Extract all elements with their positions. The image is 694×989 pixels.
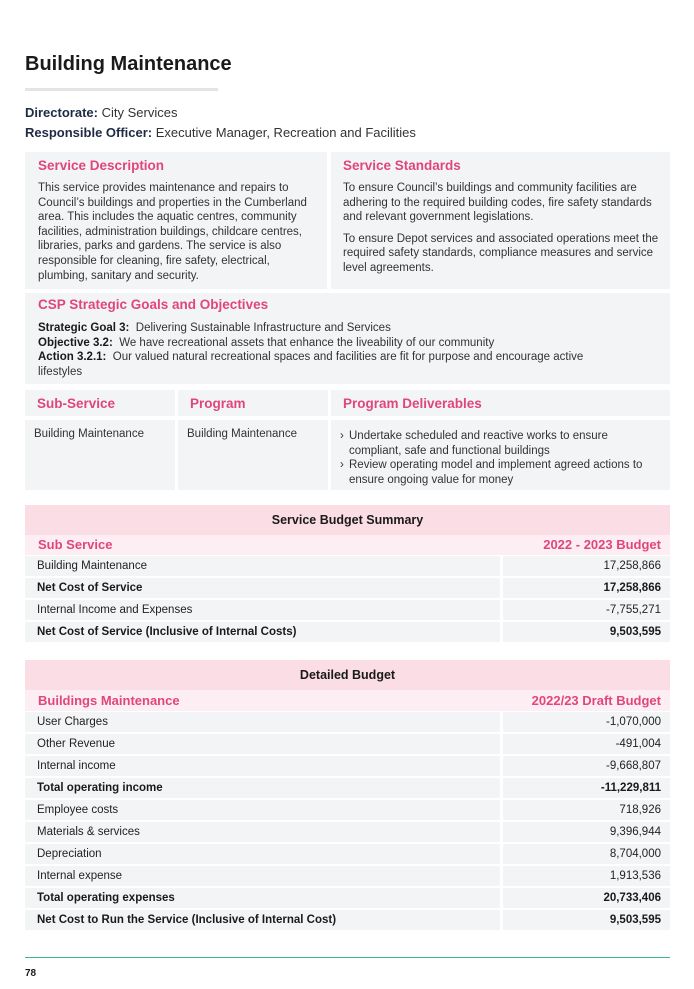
row-value: 9,396,944 — [500, 822, 670, 842]
directorate-label: Directorate: — [25, 105, 98, 120]
csp-goals-box — [25, 293, 670, 384]
row-label: User Charges — [25, 712, 500, 732]
table-row — [25, 600, 670, 620]
row-label: Employee costs — [25, 800, 500, 820]
row-label: Depreciation — [25, 844, 500, 864]
objective-text: We have recreational assets that enhance the liveability of our community — [119, 336, 495, 349]
budget-summary-col2: 2022 - 2023 Budget — [543, 537, 661, 552]
table-row — [25, 556, 670, 576]
row-value: 9,503,595 — [500, 622, 670, 642]
table-row — [25, 756, 670, 776]
objective-label: Objective 3.2: — [38, 336, 113, 349]
table-row — [25, 822, 670, 842]
row-label: Internal expense — [25, 866, 500, 886]
budget-summary-table — [25, 554, 670, 644]
table-row — [25, 866, 670, 886]
table-row — [25, 734, 670, 754]
title-underline — [25, 88, 218, 91]
officer-label: Responsible Officer: — [25, 125, 153, 140]
strategic-goal-text: Delivering Sustainable Infrastructure and Services — [135, 322, 391, 334]
service-standards-box — [331, 152, 670, 289]
deliverable-text: Undertake scheduled and reactive works to ensure compliant, safe and functional buildings — [349, 430, 608, 457]
deliverable-item — [340, 429, 658, 458]
objective-line — [38, 336, 598, 351]
table-row — [25, 712, 670, 732]
officer-value: Executive Manager, Recreation and Facilities — [155, 125, 416, 140]
program-cell-sub-service — [25, 420, 175, 490]
program-header-label: Sub-Service — [37, 396, 116, 411]
row-value: 17,258,866 — [500, 556, 670, 576]
row-value: -7,755,271 — [500, 600, 670, 620]
budget-summary-title: Service Budget Summary — [25, 505, 670, 535]
service-standards-paragraph: To ensure Council’s buildings and community facilities are adhering to the required building codes, fire safety standards and relevant government legislations. — [343, 182, 652, 224]
deliverable-item — [340, 458, 658, 487]
program-header-sub-service — [25, 390, 175, 416]
csp-heading: CSP Strategic Goals and Objectives — [38, 297, 269, 312]
row-label: Building Maintenance — [25, 556, 500, 576]
row-label: Net Cost of Service (Inclusive of Internal Costs) — [25, 622, 500, 642]
table-row — [25, 578, 670, 598]
chevron-right-icon: › — [340, 459, 344, 472]
csp-goals-text — [38, 321, 598, 379]
detailed-budget-title: Detailed Budget — [25, 660, 670, 690]
row-value: -11,229,811 — [500, 778, 670, 798]
program-header-deliverables — [331, 390, 670, 416]
row-value: -9,668,807 — [500, 756, 670, 776]
program-header-program — [178, 390, 328, 416]
row-value: 9,503,595 — [500, 910, 670, 930]
table-row — [25, 910, 670, 930]
detailed-budget-col1: Buildings Maintenance — [38, 693, 180, 708]
directorate-value: City Services — [101, 105, 178, 120]
budget-summary-header — [25, 535, 670, 555]
row-value: 718,926 — [500, 800, 670, 820]
program-value: Building Maintenance — [187, 428, 297, 440]
chevron-right-icon: › — [340, 430, 344, 442]
service-standards-text — [343, 181, 661, 283]
strategic-goal-label: Strategic Goal 3: — [38, 322, 130, 334]
row-value: -491,004 — [500, 734, 670, 754]
row-label: Internal income — [25, 756, 500, 776]
detailed-budget-table — [25, 710, 670, 932]
service-description-box — [25, 152, 327, 289]
action-text: Our valued natural recreational spaces and facilities are fit for purpose and encourage active lifestyles — [38, 351, 584, 378]
strategic-goal-line — [38, 321, 598, 336]
detailed-budget-col2: 2022/23 Draft Budget — [531, 693, 661, 708]
row-value: 1,913,536 — [500, 866, 670, 886]
row-value: 17,258,866 — [500, 578, 670, 598]
program-header-label: Program Deliverables — [343, 396, 482, 411]
service-description-text: This service provides maintenance and repairs to Council’s buildings and properties in the Cumberland area. This includes the aquatic centres, community facilities, administration buildings, childcare centres, libraries, parks and gardens. The service is also responsible for cleaning, fire safety, electrical, plumbing, sanitary and security. — [38, 182, 307, 282]
page-title: Building Maintenance — [25, 53, 232, 75]
row-label: Internal Income and Expenses — [25, 600, 500, 620]
row-value: -1,070,000 — [500, 712, 670, 732]
service-standards-heading: Service Standards — [343, 158, 461, 173]
row-label: Net Cost to Run the Service (Inclusive of Internal Cost) — [25, 910, 500, 930]
footer-divider — [25, 957, 670, 958]
program-cell-program — [178, 420, 328, 490]
table-row — [25, 622, 670, 642]
table-row — [25, 800, 670, 820]
table-row — [25, 888, 670, 908]
action-label: Action 3.2.1: — [38, 351, 107, 364]
row-value: 8,704,000 — [500, 844, 670, 864]
service-standards-paragraph: To ensure Depot services and associated operations meet the required safety standards, compliance measures and service level agreements. — [343, 232, 659, 274]
program-cell-deliverables — [331, 420, 670, 490]
row-label: Materials & services — [25, 822, 500, 842]
sub-service-value: Building Maintenance — [34, 428, 144, 440]
page-number: 78 — [25, 968, 37, 979]
deliverable-text: Review operating model and implement agreed actions to ensure ongoing value for money — [349, 459, 643, 486]
directorate-line — [25, 105, 177, 120]
action-line — [38, 350, 598, 379]
service-description-heading: Service Description — [38, 158, 165, 173]
detailed-budget-header — [25, 690, 670, 711]
table-row — [25, 844, 670, 864]
row-label: Total operating expenses — [25, 888, 500, 908]
deliverables-list — [340, 429, 658, 487]
row-label: Other Revenue — [25, 734, 500, 754]
row-value: 20,733,406 — [500, 888, 670, 908]
officer-line — [25, 125, 416, 140]
row-label: Net Cost of Service — [25, 578, 500, 598]
row-label: Total operating income — [25, 778, 500, 798]
program-header-label: Program — [190, 396, 246, 411]
table-row — [25, 778, 670, 798]
budget-summary-col1: Sub Service — [38, 537, 113, 552]
